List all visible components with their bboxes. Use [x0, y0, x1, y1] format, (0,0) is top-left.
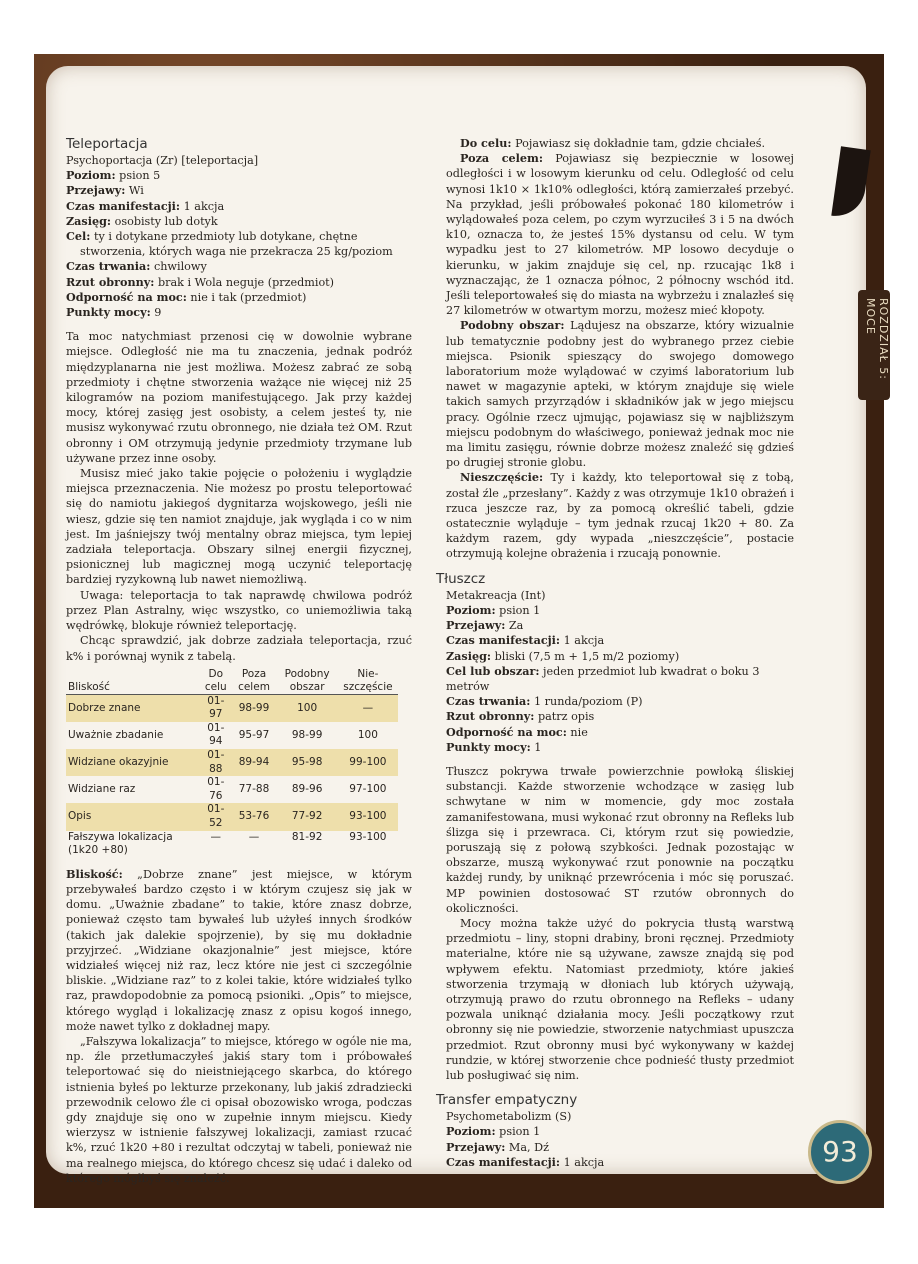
paragraph: Bliskość: „Dobrze znane” jest miejsce, w którym przebywałeś bardzo często i w którym czujesz się jak w domu. „Uważnie zbadane” to takie, które znasz dobrze, ponieważ często tam bywałeś lub użyłeś innych środków (takich jak dalekie spojrzenie), by się mu dokładnie przyjrzeć. „Widziane okazjonalnie” jest miejsce, które widziałeś więcej niż raz, lecz które nie jest ci szczególnie bliskie. „Widziane raz” to z kolei takie, które widziałeś tylko raz, prawdopodobnie za pomocą psioniki. „Opis” to miejsce, którego wygląd i lokalizację znasz z opisu kogoś innego, może nawet tylko z dokładnej mapy. — [66, 866, 412, 1033]
paragraph: Chcąc sprawdzić, jak dobrze zadziała teleportacja, rzuć k% i porównaj wynik z tabelą. — [66, 634, 412, 663]
stat-line: Przejawy: Ma, Dź — [446, 1139, 550, 1154]
paragraph: Do celu: Pojawiasz się dokładnie tam, gdzie chciałeś. — [460, 136, 766, 150]
paragraph: Uwaga: teleportacja to tak naprawdę chwilowa podróż przez Plan Astralny, więc wszystko, co uniemożliwia taką wędrówkę, blokuje również teleportację. — [66, 588, 412, 633]
stat-line: Zasięg: bliski (7,5 m + 1,5 m/2 poziomy) — [446, 648, 680, 663]
table-cell: 53-76 — [232, 803, 277, 830]
stat-line: Poziom: psion 5 — [66, 168, 161, 183]
table-cell: 01-97 — [200, 694, 232, 722]
table-cell: 77-92 — [276, 803, 337, 830]
table-cell: 01-76 — [207, 776, 225, 802]
teleport-table — [66, 668, 398, 858]
table-row — [66, 722, 398, 749]
table-cell: 01-94 — [207, 721, 225, 748]
table-cell: 98-99 — [291, 728, 323, 741]
stat-line: Poziom: psion 1 — [446, 602, 541, 617]
table-cell: 93-100 — [338, 803, 398, 830]
stat-line: Przejawy: Za — [446, 618, 524, 633]
stat-line: Psychoportacja (Zr) [teleportacja] — [66, 154, 259, 167]
table-header: Nie-szczęście — [338, 668, 398, 695]
table-cell: Fałszywa lokalizacja (1k20 +80) — [68, 830, 173, 857]
table-row — [66, 776, 398, 803]
stat-line: Czas manifestacji: 1 akcja — [66, 198, 225, 213]
stat-line: Czas manifestacji: 1 akcja — [446, 633, 605, 648]
table-cell: 97-100 — [349, 783, 387, 796]
table-row — [66, 831, 398, 858]
stat-line: Rzut obronny: patrz opis — [446, 709, 595, 724]
paragraph: Nieszczęście: Ty i każdy, kto teleportował się z tobą, został źle „przesłany”. Każdy z was otrzymuje 1k10 obrażeń i rzuca jeszcze raz, by za pomocą określić tabeli, gdzie ostatecznie wyląduje – tym jednak rzucaj 1k20 + 80. Za każdym razem, gdy wypada „nieszczęście”, postacie otrzymują kolejne obrażenia i rzucają ponownie. — [446, 470, 794, 561]
stat-line: Czas manifestacji: 1 akcja — [446, 1154, 605, 1169]
table-cell: 95-97 — [238, 728, 270, 741]
table-cell: — — [248, 830, 260, 843]
page-number: 93 — [808, 1120, 872, 1184]
paragraph: Podobny obszar: Lądujesz na obszarze, który wizualnie lub tematycznie podobny jest do wybranego przez ciebie miejsca. Psionik spieszący do swojego domowego laboratorium może wylądować w czyimś laboratorium lub nawet w magazynie apteki, w którym znajduje się wiele takich samych przyrządów i składników jak w jego miejscu pracy. Ogólnie rzecz ujmując, pojawiasz się w najbliższym miejscu podobnym do właściwego, ponieważ jednak moc nie ma limitu zasięgu, równie dobrze możesz znaleźć się gdzieś po drugiej stronie globu. — [446, 318, 794, 470]
table-cell: 01-88 — [200, 749, 232, 776]
table-cell: Widziane raz — [68, 783, 136, 796]
table-cell: 93-100 — [349, 830, 387, 843]
section-title-transfer: Transfer empatyczny — [436, 1092, 578, 1109]
stat-line: Metakreacja (Int) — [446, 588, 546, 602]
table-cell: Uważnie zbadanie — [68, 728, 164, 741]
paragraph: Mocy można także użyć do pokrycia tłustą warstwą przedmiotu – liny, stopni drabiny, broni ręcznej. Przedmioty materialne, które nie są używane, zawsze znajdą się pod wpływem efektu. Natomiast przedmioty, które jakieś stworzenia trzymają w dłoniach lub których używają, otrzymują prawo do rzutu obronnego na Refleks – udany pozwala uniknąć działania mocy. Jeśli początkowy rzut obronny się nie powiedzie, stworzenie natychmiast upuszcza przedmiot. Rzut obronny musi być wykonywany w każdej rundzie, w której stworzenie chce podnieść tłusty przedmiot lub posługiwać się nim. — [446, 916, 794, 1082]
table-cell: — — [210, 830, 222, 843]
stat-block-teleportacja — [66, 153, 412, 320]
left-column — [66, 136, 412, 1186]
table-cell: — — [338, 694, 398, 722]
paragraph: „Fałszywa lokalizacja” to miejsce, którego w ogóle nie ma, np. źle przetłumaczyłeś jakiś stary tom i próbowałeś teleportować się do nieistniejącego skarbca, do którego istnienia byłeś po lekturze przekonany, lub jakiś zdradziecki przewodnik celowo źle ci opisał obozowisko wroga, podczas gdy znajduje się ono w zupełnie innym miejscu. Kiedy wierzysz w istnienie fałszywej lokalizacji, zamiast rzucać k%, rzuć 1k20 +80 i rezultat odczytaj w tabeli, ponieważ nie ma realnego miejsca, do którego chcesz się udać i daleko od którego mógłbyś się znaleźć. — [66, 1035, 412, 1185]
table-cell: 95-98 — [276, 749, 337, 776]
stat-line: Psychometabolizm (S) — [446, 1110, 572, 1124]
stat-line: Punkty mocy: 1 — [446, 739, 542, 754]
paragraph: Ta moc natychmiast przenosi cię w dowolnie wybrane miejsce. Odległość nie ma tu znaczenia, jednak podróż międzyplanarna nie jest możliwa. Możesz zabrać ze sobą przedmioty i chętne stworzenia ważące nie więcej niż 25 kilogramów na poziom manifestującego. Jak przy każdej mocy, której zasięg jest osobisty, a celem jesteś ty, nie musisz wykonywać rzutu obronnego, nie działa też OM. Rzut obronny i OM otrzymują jedynie przedmioty trzymane lub używane przez inne osoby. — [66, 330, 412, 465]
table-row — [66, 803, 398, 830]
table-cell: 99-100 — [338, 749, 398, 776]
section-title-tluszcz: Tłuszcz — [436, 570, 486, 587]
table-cell: 89-94 — [232, 749, 277, 776]
table-header: Do celu — [200, 668, 232, 695]
right-column — [436, 136, 794, 1170]
stat-line: Zasięg: osobisty lub dotyk — [66, 213, 218, 228]
stat-line: Rzut obronny: brak i Wola neguje (przedmiot) — [66, 274, 335, 289]
table-cell: 100 — [276, 694, 337, 722]
stat-line: Cel: ty i dotykane przedmioty lub dotykane, chętne stworzenia, których waga nie przekracza 25 kg/poziom — [66, 229, 393, 259]
table-cell: Dobrze znane — [66, 694, 200, 722]
table-cell: 100 — [357, 728, 378, 741]
table-cell: 89-96 — [291, 783, 323, 796]
table-header: Podobny obszar — [276, 668, 337, 695]
paragraph: Musisz mieć jako takie pojęcie o położeniu i wyglądzie miejsca przeznaczenia. Nie możesz po prostu teleportować się do namiotu jakiegoś dygnitarza wojskowego, jeśli nie wiesz, gdzie się ten namiot znajduje, jak wygląda i co w nim jest. Im jaśniejszy twój mentalny obraz miejsca, tym lepiej zadziała teleportacja. Obszary silnej energii fizycznej, psionicznej lub magicznej mogą uczynić teleportację bardziej ryzykowną lub nawet niemożliwą. — [66, 467, 412, 587]
stat-block-transfer — [446, 1109, 794, 1170]
stat-line: Przejawy: Wi — [66, 183, 144, 198]
stat-line: Czas trwania: chwilowy — [66, 259, 207, 274]
stat-line: Poziom: psion 1 — [446, 1124, 541, 1139]
table-header-row — [66, 668, 398, 695]
stat-line: Odporność na moc: nie i tak (przedmiot) — [66, 289, 307, 304]
table-header: Poza celem — [232, 668, 277, 695]
table-row — [66, 749, 398, 776]
table-row — [66, 694, 398, 722]
table-cell: 98-99 — [232, 694, 277, 722]
paragraph: Poza celem: Pojawiasz się bezpiecznie w losowej odległości i w losowym kierunku od celu. Odległość od celu wynosi 1k10 × 1k10% odległości, którą zamierzałeś przebyć. Na przykład, jeśli próbowałeś pokonać 180 kilometrów i wylądowałeś poza celem, po czym wyrzuciłeś 3 i 5 na dwóch k10, oznacza to, że jesteś 15% dystansu od celu. W tym wypadku jest to 27 kilometrów. MP losowo decyduje o kierunku, w jakim znajduje się cel, np. rzucając 1k8 i wyznaczając, że 1 oznacza północ, 2 północny wschód itd. Jeśli teleportowałeś się do miasta na wybrzeżu i znalazłeś się 27 kilometrów w otwartym morzu, możesz mieć kłopoty. — [446, 151, 794, 318]
stat-line: Odporność na moc: nie — [446, 724, 588, 739]
table-cell: 01-52 — [200, 803, 232, 830]
section-title-teleportacja: Teleportacja — [66, 136, 148, 152]
chapter-tab — [858, 290, 890, 400]
stat-line: Cel lub obszar: jeden przedmiot lub kwadrat o boku 3 metrów — [446, 663, 760, 693]
table-cell: 77-88 — [238, 783, 270, 796]
table-cell: Widziane okazyjnie — [66, 749, 200, 776]
paragraph: Tłuszcz pokrywa trwałe powierzchnie powłoką śliskiej substancji. Każde stworzenie wchodzące w zasięg lub schwytane w nim w momencie, gdy moc została zamanifestowana, musi wykonać rzut obronny na Refleks lub ślizga się i przewraca. Ci, którym rzut się powiedzie, poruszają się z połową szybkości. Jednak pozostając w obszarze, muszą wykonywać rzut ponownie na początku każdej rundy, by uniknąć przewrócenia i móc się poruszać. MP powinien dostosować ST rzutów obronnych do okoliczności. — [446, 764, 794, 915]
stat-block-tluszcz — [446, 588, 794, 755]
table-cell: 81-92 — [291, 830, 323, 843]
stat-line: Czas trwania: 1 runda/poziom (P) — [446, 694, 643, 709]
stat-line: Punkty mocy: 9 — [66, 305, 162, 320]
table-cell: Opis — [66, 803, 200, 830]
table-header: Bliskość — [66, 668, 200, 695]
chapter-tab-label: ROZDZIAŁ 5: MOCE — [864, 298, 890, 380]
